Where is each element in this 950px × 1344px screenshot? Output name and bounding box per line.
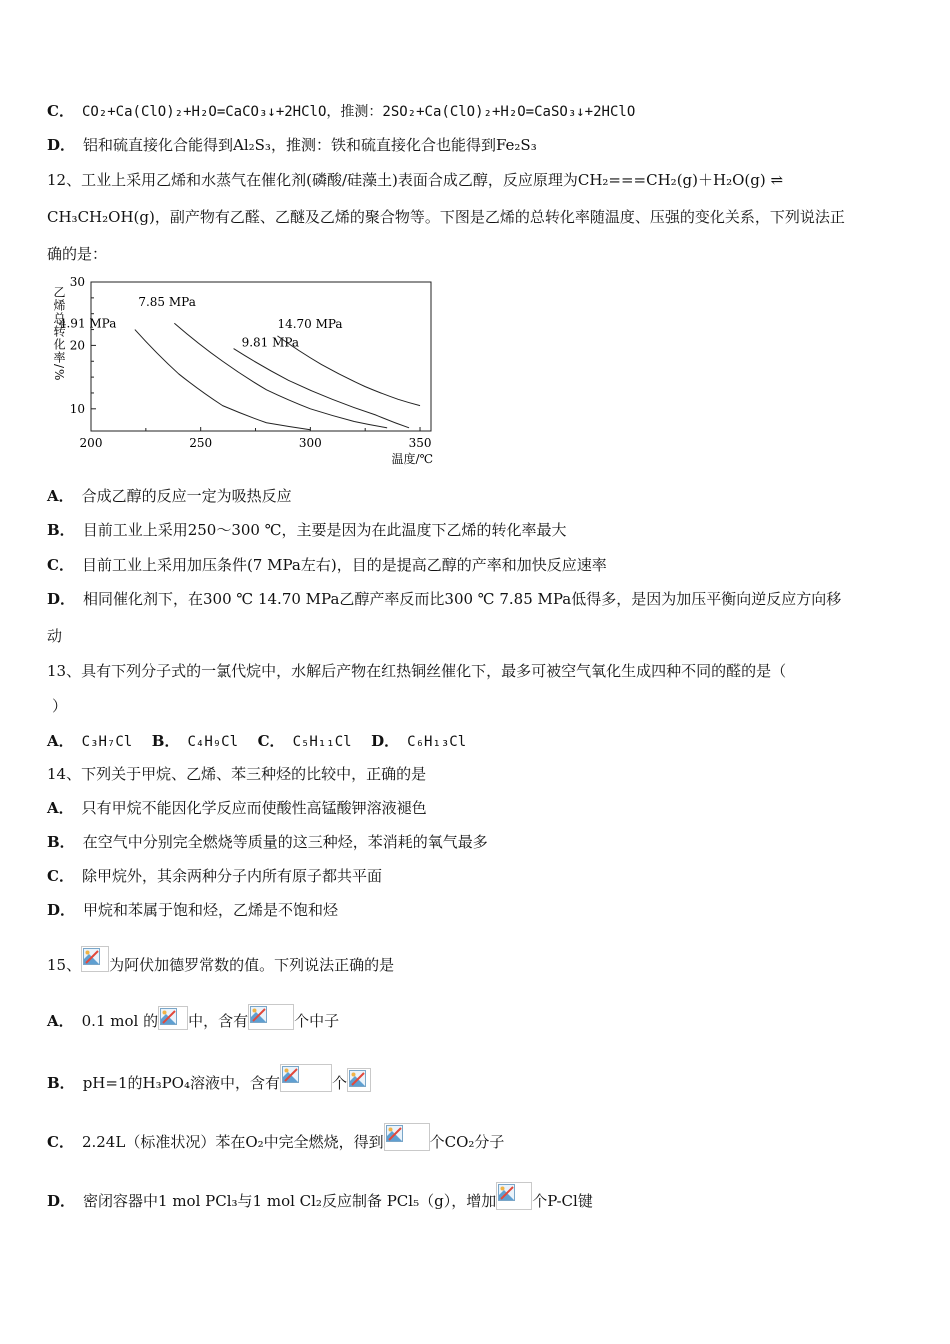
series-label: 4.91 MPa <box>58 316 117 331</box>
q12-option-a <box>47 486 292 506</box>
q15-stem <box>47 946 394 975</box>
option-text: 铝和硫直接化合能得到Al₂S₃，推测：铁和硫直接化合也能得到Fe₂S₃ <box>83 136 537 154</box>
option-text: 相同催化剂下，在300 ℃ 14.70 MPa乙醇产率反而比300 ℃ 7.85 MPa低得多，是因为加压平衡向逆反应方向移 <box>83 590 842 608</box>
option-text: 除甲烷外，其余两种分子内所有原子都共平面 <box>81 867 382 885</box>
option-label: D． <box>47 136 76 154</box>
broken-image-icon <box>496 1182 532 1210</box>
series-label: 7.85 MPa <box>138 295 196 310</box>
q15-suffix: 为阿伏加德罗常数的值。下列说法正确的是 <box>109 956 395 974</box>
option-text: C₄H₉Cl <box>187 734 239 750</box>
q15-option-a <box>47 1004 339 1031</box>
option-label: B． <box>47 833 75 851</box>
option-label: A． <box>47 1012 74 1030</box>
option-text: 目前工业上采用加压条件(7 MPa左右)，目的是提高乙醇的产率和加快反应速率 <box>81 556 607 574</box>
broken-image-icon <box>280 1064 332 1092</box>
q12-option-d-cont: 动 <box>47 627 63 645</box>
q13-stem-line-2: ） <box>52 697 68 715</box>
series-label: 14.70 MPa <box>277 316 343 331</box>
q12-stem-line-3: 确的是： <box>47 245 108 263</box>
option-text: 在空气中分别完全燃烧等质量的这三种烃，苯消耗的氧气最多 <box>82 833 488 851</box>
option-label: D． <box>47 901 76 919</box>
y-axis-label: 乙烯总转化率/% <box>52 286 66 382</box>
option-text: C₃H₇Cl <box>81 734 133 750</box>
q15-option-b <box>47 1064 371 1093</box>
q12-stem-line-1: 12、工业上采用乙烯和水蒸气在催化剂(磷酸/硅藻土)表面合成乙醇，反应原理为CH₂===CH₂(g)＋H₂O(g) ⇌ <box>47 171 784 189</box>
option-label: A． <box>47 732 74 750</box>
option-label: C． <box>47 102 74 120</box>
option-label: D． <box>371 732 400 750</box>
q14-option-b <box>47 832 488 852</box>
option-text: 甲烷和苯属于饱和烃，乙烯是不饱和烃 <box>83 901 339 919</box>
q11-option-d <box>47 135 537 155</box>
q11-option-c <box>47 101 635 122</box>
x-tick-label: 200 <box>79 436 103 450</box>
option-text: CO₂+Ca(ClO)₂+H₂O=CaCO₃↓+2HClO，推测：2SO₂+Ca(ClO)₂+H₂O=CaSO₃↓+2HClO <box>81 104 636 120</box>
y-tick-label: 30 <box>69 275 85 289</box>
option-label: B． <box>151 732 180 750</box>
x-tick-label: 350 <box>408 436 432 450</box>
option-label: D． <box>47 590 76 608</box>
q12-option-c <box>47 555 607 575</box>
conversion-chart <box>45 273 445 468</box>
series-label: 9.81 MPa <box>241 335 300 350</box>
q13-options <box>47 731 466 752</box>
q12-option-d <box>47 589 841 609</box>
q12-stem-line-2: CH₃CH₂OH(g)，副产物有乙醛、乙醚及乙烯的聚合物等。下图是乙烯的总转化率随温度、压强的变化关系，下列说法正 <box>47 208 845 226</box>
option-label: C． <box>47 556 74 574</box>
q13-stem-line-1: 13、具有下列分子式的一氯代烷中，水解后产物在红热铜丝催化下，最多可被空气氧化生成四种不同的醛的是（ <box>47 662 787 680</box>
q15-option-c <box>47 1123 504 1152</box>
option-text: 合成乙醇的反应一定为吸热反应 <box>81 487 292 505</box>
q14-option-a <box>47 798 427 818</box>
q12-option-b <box>47 520 567 540</box>
option-text: pH=1的H₃PO₄溶液中，含有 <box>82 1074 280 1092</box>
x-tick-label: 300 <box>298 436 322 450</box>
q14-stem: 14、下列关于甲烷、乙烯、苯三种烃的比较中，正确的是 <box>47 765 427 783</box>
option-text: C₆H₁₃Cl <box>407 734 467 750</box>
x-tick-label: 250 <box>189 436 213 450</box>
broken-image-icon <box>158 1006 188 1030</box>
series-line <box>234 349 409 428</box>
option-label: C． <box>47 867 74 885</box>
option-label: C． <box>47 1133 74 1151</box>
q15-prefix: 15、 <box>47 956 82 974</box>
option-text: 只有甲烷不能因化学反应而使酸性高锰酸钾溶液褪色 <box>81 799 427 817</box>
option-label: D． <box>47 1192 76 1210</box>
option-label: A． <box>47 799 74 817</box>
option-text: 0.1 mol 的 <box>81 1012 159 1030</box>
q14-option-c <box>47 866 382 886</box>
option-label: C． <box>257 732 285 750</box>
option-text: 个CO₂分子 <box>429 1133 505 1151</box>
option-text: 2.24L（标准状况）苯在O₂中完全燃烧，得到 <box>81 1133 384 1151</box>
option-text: 个P-Cl键 <box>532 1192 593 1210</box>
option-text: 密闭容器中1 mol PCl₃与1 mol Cl₂反应制备 PCl₅（g），增加 <box>83 1192 497 1210</box>
option-text: 个中子 <box>294 1012 340 1030</box>
option-text: 目前工业上采用250～300 ℃，主要是因为在此温度下乙烯的转化率最大 <box>82 521 567 539</box>
q14-option-d <box>47 900 338 920</box>
y-tick-label: 20 <box>69 338 85 353</box>
y-tick-label: 10 <box>69 401 85 416</box>
option-label: B． <box>47 521 75 539</box>
option-text: 个 <box>331 1074 347 1092</box>
x-axis-label: 温度/℃ <box>391 452 433 466</box>
broken-image-icon <box>347 1068 371 1092</box>
broken-image-icon <box>384 1123 430 1151</box>
broken-image-icon <box>248 1004 294 1030</box>
q15-option-d <box>47 1182 593 1211</box>
option-text: C₅H₁₁Cl <box>292 734 352 750</box>
broken-image-icon <box>81 946 109 972</box>
option-label: B． <box>47 1074 75 1092</box>
option-label: A． <box>47 487 74 505</box>
option-text: 中，含有 <box>188 1012 249 1030</box>
